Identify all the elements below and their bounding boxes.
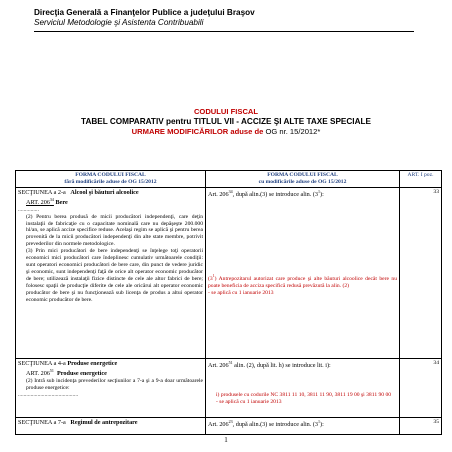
row1-art-title: Bere <box>55 198 68 206</box>
row3-right-art-sup: 23 <box>228 418 233 424</box>
row1-poz: 33 <box>400 187 442 358</box>
row2-left <box>16 358 206 417</box>
row1-section <box>18 189 203 197</box>
header-rule <box>34 31 414 32</box>
title-line-3-red: URMARE MODIFICĂRILOR aduse de <box>131 127 264 136</box>
row3-right-art: Art. 206 <box>208 421 229 429</box>
table-row <box>16 417 442 434</box>
row2-paragraph: (2) Intră sub incidenţa prevederilor secţiunilor a 7-a şi a 9-a doar următoarele produse energetice: <box>26 377 203 391</box>
title-line-3-ref: OG nr. 15/2012* <box>265 127 321 136</box>
row1-art-sup: 34 <box>49 196 54 202</box>
table-row <box>16 358 442 417</box>
row3-right <box>206 417 400 434</box>
comparison-table <box>15 170 442 435</box>
title-line-2: TABEL COMPARATIV pentru TITLUL VII - ACCIZE ŞI ALTE TAXE SPECIALE <box>81 117 371 126</box>
row1-right-text-sup: 1 <box>212 272 215 278</box>
row2-article <box>18 368 203 378</box>
row1-section-title: Alcool şi băuturi alcoolice <box>70 188 139 196</box>
title-line-3 <box>0 127 452 136</box>
col2-header <box>206 171 400 188</box>
row2-dots: ........................................... <box>18 391 79 398</box>
dept-name: Serviciul Metodologie şi Asistenta Contribuabili <box>34 18 204 27</box>
row1-right-head-rest: , după alin.(3) se introduce alin. (3 <box>232 191 319 199</box>
col2-title: FORMA CODULUI FISCAL <box>267 172 338 178</box>
row1-right-art-sup: 34 <box>228 188 233 194</box>
row2-section-label: SECŢIUNEA a 4-a <box>18 359 66 367</box>
row2-right-spacer <box>208 370 397 392</box>
row3-right-head-end: ): <box>320 421 324 429</box>
row3-section-title: Regimul de antrepozitare <box>70 418 138 426</box>
org-name: Direcţia Generală a Finanţelor Publice a judeţului Braşov <box>34 8 255 17</box>
row3-right-head <box>208 419 397 429</box>
row1-dots: ............... <box>18 206 39 213</box>
row1-right-apply: - se aplică cu 1 ianuarie 2013 <box>208 289 274 296</box>
row2-art-label: ART. 206 <box>26 369 50 377</box>
row3-section <box>18 419 203 427</box>
row1-paragraph-3: (3) Prin mici producători de bere independenţi se înţelege toţi operatorii economici mici producători care îndeplinesc cumulativ următoarele condiţii: sunt operatori economici producători de bere care, din punct de vedere juridic şi economic, sunt independenţi faţă de orice alt operator economic producător de bere; utilizează instalaţii fizice distincte de cele ale altor fabrici de bere; folosesc spaţii de producţie diferite de cele ale oricărui alt operator economic producător de bere şi nu funcţionează sub licenţa de produs a altui operator economic producător de bere. <box>26 248 203 304</box>
row3-poz: 35 <box>400 417 442 434</box>
row1-right-art: Art. 206 <box>208 191 229 199</box>
row2-right-art: Art. 206 <box>208 362 229 370</box>
row2-art-sup: 51 <box>49 367 54 373</box>
col1-title: FORMA CODULUI FISCAL <box>75 172 146 178</box>
row1-right <box>206 187 400 358</box>
row2-right <box>206 358 400 417</box>
row2-right-text: i) produsele cu codurile NC 3811 11 10, 3811 11 90, 3811 19 00 şi 3811 90 00 <box>216 391 392 398</box>
row3-right-head-rest: , după alin.(3) se introduce alin. (3 <box>232 421 319 429</box>
row1-right-head <box>208 189 397 199</box>
table-header-row <box>16 171 442 188</box>
row1-right-head-sup2: 1 <box>318 188 321 194</box>
row1-right-spacer <box>208 199 397 273</box>
row3-left <box>16 417 206 434</box>
title-line-1: CODULUI FISCAL <box>193 107 259 116</box>
col1-subtitle: fără modificările aduse de OG 15/2012 <box>64 178 157 185</box>
col2-subtitle: cu modificările aduse de OG 15/2012 <box>258 178 347 185</box>
row2-art-title: Produse energetice <box>57 369 107 377</box>
row1-right-text-a: (3 <box>208 275 213 282</box>
col3-header: ART. I poz. <box>400 171 442 188</box>
row1-right-head-end: ): <box>320 191 324 199</box>
row1-paragraph-2: (2) Pentru berea produsă de micii producători independenţi, care deţin instalaţii de fabricaţie cu o capacitate nominală care nu depăşeşte 200.000 hl/an, se aplică accize specifice reduse. Acelaşi regim se aplică şi pentru berea provenită de la micii producători independenţi din alte state membre, potrivit prevederilor din normele metodologice. <box>26 213 203 248</box>
row2-right-apply: - se aplică cu 1 ianuarie 2013 <box>216 398 282 405</box>
row1-article <box>18 197 203 207</box>
row2-poz: 34 <box>400 358 442 417</box>
row1-art-label: ART. 206 <box>26 198 50 206</box>
row3-section-label: SECŢIUNEA a 7-a <box>18 418 66 426</box>
table-row <box>16 187 442 358</box>
row2-right-head <box>208 360 397 370</box>
row3-right-head-sup2: 1 <box>318 418 321 424</box>
row2-right-head-rest: alin. (2), după lit. h) se introduce lit. i): <box>232 362 331 370</box>
col1-header <box>16 171 206 188</box>
row1-left <box>16 187 206 358</box>
page-number: 1 <box>224 436 228 444</box>
row1-right-text-b: ) Antrepozitarul autorizat care produce şi alte băuturi alcoolice decât bere nu poate beneficia de acciza specifică redusă prevăzută la alin. (2) <box>208 275 397 289</box>
row2-section <box>18 360 203 368</box>
row2-section-title: Produse energetice <box>67 359 118 367</box>
row1-section-label: SECŢIUNEA a 2-a <box>18 188 66 196</box>
row1-right-text <box>208 273 397 290</box>
row2-right-art-sup: 51 <box>228 359 233 365</box>
